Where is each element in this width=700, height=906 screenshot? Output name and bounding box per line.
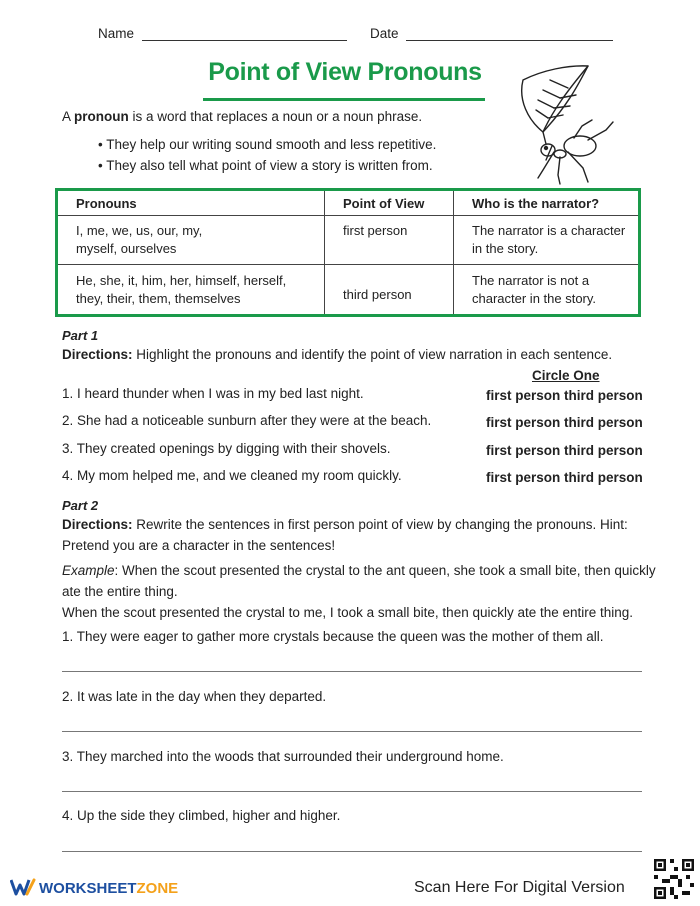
choice-first-person-4[interactable]: first person (486, 470, 561, 485)
date-line[interactable] (406, 40, 613, 41)
part1-question-3: 3. They created openings by digging with their shovels. (62, 441, 391, 456)
intro-keyword: pronoun (74, 109, 129, 124)
w-logo-icon (10, 878, 36, 896)
example-answer: When the scout presented the crystal to me, I took a small bite, then quickly ate the entire thing. (62, 605, 634, 620)
answer-line-4[interactable] (62, 851, 642, 852)
part2-question-1: 1. They were eager to gather more crystals because the queen was the mother of them all. (62, 629, 604, 644)
date-field[interactable] (370, 26, 613, 41)
table-row (57, 265, 640, 316)
directions-text: Highlight the pronouns and identify the point of view narration in each sentence. (132, 347, 613, 362)
cell-pronouns: He, she, it, him, her, himself, herself, they, their, them, themselves (57, 265, 325, 316)
directions-text: Rewrite the sentences in first person point of view by changing the pronouns. Hint: (132, 517, 628, 532)
brand-zone: ZONE (136, 880, 179, 897)
example-label: Example (62, 563, 115, 578)
bullet-item: • They help our writing sound smooth and less repetitive. (98, 137, 437, 152)
choice-first-person-1[interactable]: first person (486, 388, 561, 403)
cell-pov: first person (325, 216, 454, 265)
example (62, 560, 656, 623)
choice-third-person-3[interactable]: third person (564, 443, 643, 458)
name-line[interactable] (142, 40, 347, 41)
intro-rest: is a word that replaces a noun or a noun phrase. (128, 109, 423, 124)
part1-directions (62, 344, 612, 365)
answer-line-3[interactable] (62, 791, 642, 792)
choice-third-person-4[interactable]: third person (564, 470, 643, 485)
answer-line-2[interactable] (62, 731, 642, 732)
bullet-list (98, 137, 436, 179)
cell-pronouns: I, me, we, us, our, my, myself, ourselves (57, 216, 325, 265)
choice-third-person-2[interactable]: third person (564, 415, 643, 430)
intro-prefix: A (62, 109, 75, 124)
header-point-of-view: Point of View (325, 190, 454, 216)
brand-worksheet: WORKSHEET (39, 880, 137, 897)
cell-narrator: The narrator is not a character in the story. (454, 265, 640, 316)
cell-pov: third person (325, 265, 454, 316)
worksheet-zone-logo[interactable] (10, 878, 178, 897)
part1-question-2: 2. She had a noticeable sunburn after they were at the beach. (62, 413, 432, 428)
name-field[interactable] (98, 26, 347, 41)
header-pronouns: Pronouns (57, 190, 325, 216)
answer-line-1[interactable] (62, 671, 642, 672)
bullet-item: • They also tell what point of view a story is written from. (98, 158, 433, 173)
part1-question-4: 4. My mom helped me, and we cleaned my room quickly. (62, 468, 402, 483)
page-title: Point of View Pronouns (208, 58, 482, 86)
choice-third-person-1[interactable]: third person (564, 388, 643, 403)
choice-first-person-3[interactable]: first person (486, 443, 561, 458)
scan-label: Scan Here For Digital Version (414, 879, 625, 896)
part2-question-3: 3. They marched into the woods that surrounded their underground home. (62, 749, 504, 764)
part2-directions (62, 514, 628, 556)
table-row (57, 216, 640, 265)
example-text: : When the scout presented the crystal to the ant queen, she took a small bite, then quickly (114, 563, 656, 578)
directions-text-2: Pretend you are a character in the sentences! (62, 538, 336, 553)
bullet-text: They also tell what point of view a story is written from. (106, 158, 433, 173)
example-text-2: ate the entire thing. (62, 584, 178, 599)
part1-label: Part 1 (62, 328, 99, 343)
circle-one-label: Circle One (532, 368, 600, 383)
qr-code-icon[interactable] (654, 858, 694, 900)
pronoun-table (55, 188, 641, 317)
directions-label: Directions: (62, 347, 133, 362)
part2-question-4: 4. Up the side they climbed, higher and higher. (62, 808, 341, 823)
part2-label: Part 2 (62, 498, 99, 513)
header-narrator: Who is the narrator? (454, 190, 640, 216)
table-header-row (57, 190, 640, 216)
ant-leaf-illustration (488, 60, 623, 185)
part2-question-2: 2. It was late in the day when they departed. (62, 689, 327, 704)
part1-question-1: 1. I heard thunder when I was in my bed last night. (62, 386, 364, 401)
choice-first-person-2[interactable]: first person (486, 415, 561, 430)
cell-narrator: The narrator is a character in the story. (454, 216, 640, 265)
pronoun-definition (62, 109, 422, 124)
bullet-text: They help our writing sound smooth and less repetitive. (106, 137, 437, 152)
title-underline (203, 98, 485, 101)
directions-label: Directions: (62, 517, 133, 532)
name-label: Name (98, 26, 135, 41)
date-label: Date (370, 26, 399, 41)
